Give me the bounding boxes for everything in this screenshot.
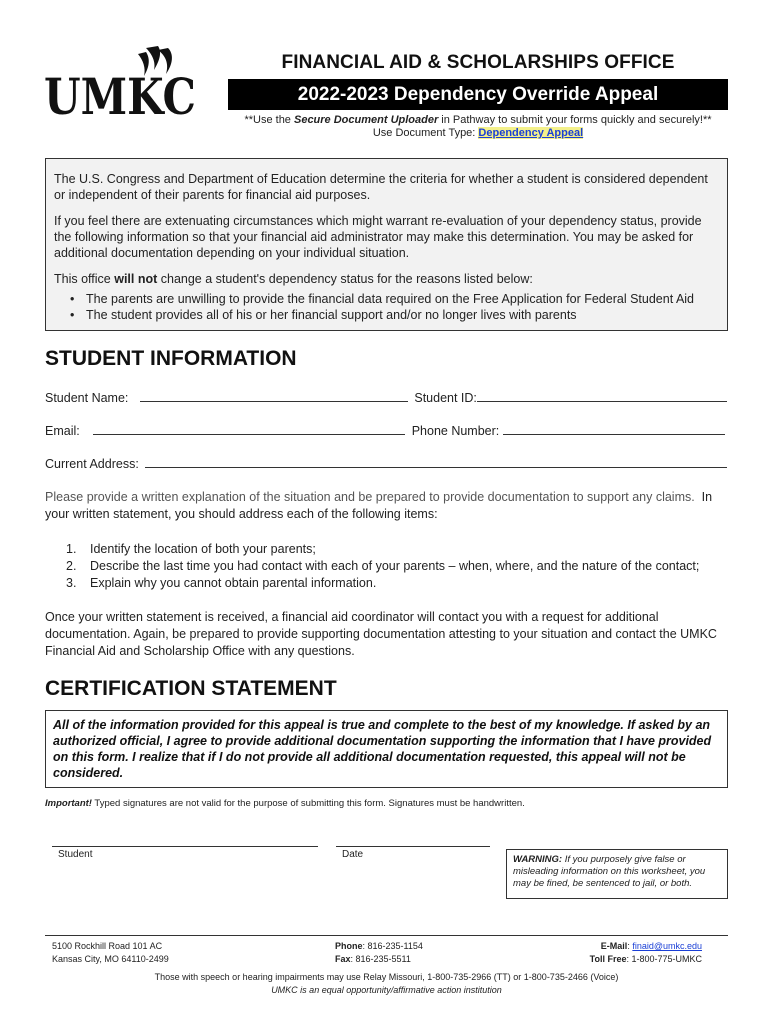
explanation-instructions: Please provide a written explanation of the situation and be prepared to provide documentation to support any claims. In your written statement, you should address each of the following items: bbox=[45, 490, 713, 521]
dependency-appeal-link[interactable]: Dependency Appeal bbox=[478, 127, 584, 139]
document-type-line: Use Document Type: Dependency Appeal bbox=[372, 127, 584, 139]
student-information-heading: STUDENT INFORMATION bbox=[45, 347, 297, 370]
exclusion-list bbox=[54, 291, 719, 323]
student-signature-label: Student bbox=[58, 849, 93, 860]
student-name-field[interactable] bbox=[140, 392, 408, 402]
followup-paragraph: Once your written statement is received, a financial aid coordinator will contact you with a request for additional documentation. Again, be prepared to provide supporting documentation attesting to your situation and contact the UMKC Financial Aid and Scholarship Office with any questions. bbox=[45, 610, 717, 658]
phone-number-field[interactable] bbox=[503, 425, 725, 435]
date-line[interactable] bbox=[336, 846, 490, 847]
intro-paragraph: This office will not change a student's dependency status for the reasons listed below: bbox=[54, 272, 533, 286]
footer-address: 5100 Rockhill Road 101 AC Kansas City, MO 64110-2499 bbox=[52, 941, 169, 964]
uploader-instruction: **Use the Secure Document Uploader in Pathway to submit your forms quickly and securely!** bbox=[244, 114, 712, 126]
certification-heading: CERTIFICATION STATEMENT bbox=[45, 677, 337, 700]
umkc-logo bbox=[42, 44, 202, 126]
student-name-row: Student Name: Student ID: bbox=[45, 391, 725, 405]
list-item: • The student provides all of his or her financial support and/or no longer lives with parents bbox=[54, 307, 719, 323]
logo-wordmark: UMKC bbox=[44, 67, 196, 126]
footer-divider bbox=[45, 935, 728, 936]
appeal-title: 2022-2023 Dependency Override Appeal bbox=[228, 79, 728, 110]
address-row: Current Address: bbox=[45, 457, 725, 471]
list-item: • The parents are unwilling to provide the financial data required on the Free Application for Federal Student Aid bbox=[54, 291, 719, 307]
date-label: Date bbox=[342, 849, 364, 860]
email-row: Email: Phone Number: bbox=[45, 424, 725, 438]
intro-box bbox=[45, 158, 728, 331]
equal-opportunity-note: UMKC is an equal opportunity/affirmative action institution bbox=[271, 985, 502, 995]
intro-paragraph: The U.S. Congress and Department of Education determine the criteria for whether a student is considered dependent or independent of their parents for financial aid purposes. bbox=[54, 172, 708, 202]
important-note: Important! Typed signatures are not valid for the purpose of submitting this form. Signatures must be handwritten. bbox=[45, 798, 525, 809]
relay-note: Those with speech or hearing impairments may use Relay Missouri, 1-800-735-2966 (TT) or 1-800-735-2466 (Voice) bbox=[154, 972, 619, 982]
current-address-field[interactable] bbox=[145, 458, 727, 468]
secure-document-uploader: Secure Document Uploader bbox=[293, 114, 439, 126]
warning-box: WARNING: If you purposely give false or misleading information on this worksheet, you may be fined, be sentenced to jail, or both. bbox=[506, 849, 728, 899]
list-item: 3. Explain why you cannot obtain parental information. bbox=[66, 576, 377, 590]
student-signature-line[interactable] bbox=[52, 846, 318, 847]
footer-phone-fax: Phone: 816-235-1154 Fax: 816-235-5511 bbox=[335, 941, 423, 964]
statement-steps bbox=[66, 541, 726, 592]
email-link[interactable]: finaid@umkc.edu bbox=[632, 941, 702, 951]
intro-paragraph: If you feel there are extenuating circumstances which might warrant re-evaluation of your dependency status, provide the following information so that your financial aid administrator may make this determination. You may be asked for additional documentation depending on your individual situation. bbox=[54, 214, 702, 260]
student-id-field[interactable] bbox=[477, 392, 727, 402]
footer-contact: E-Mail: finaid@umkc.edu Toll Free: 1-800-775-UMKC bbox=[589, 941, 702, 964]
list-item: 2. Describe the last time you had contact with each of your parents – when, where, and the nature of the contact; bbox=[66, 559, 700, 573]
list-item: 1. Identify the location of both your parents; bbox=[66, 542, 316, 556]
office-title: FINANCIAL AID & SCHOLARSHIPS OFFICE bbox=[281, 52, 675, 73]
email-field[interactable] bbox=[93, 425, 405, 435]
certification-statement: All of the information provided for this appeal is true and complete to the best of my knowledge. If asked by an authorized official, I agree to provide additional documentation supporting the information that I have provided on this form. I realize that if I do not provide all additional documentation requested, this appeal will not be considered. bbox=[45, 710, 728, 788]
